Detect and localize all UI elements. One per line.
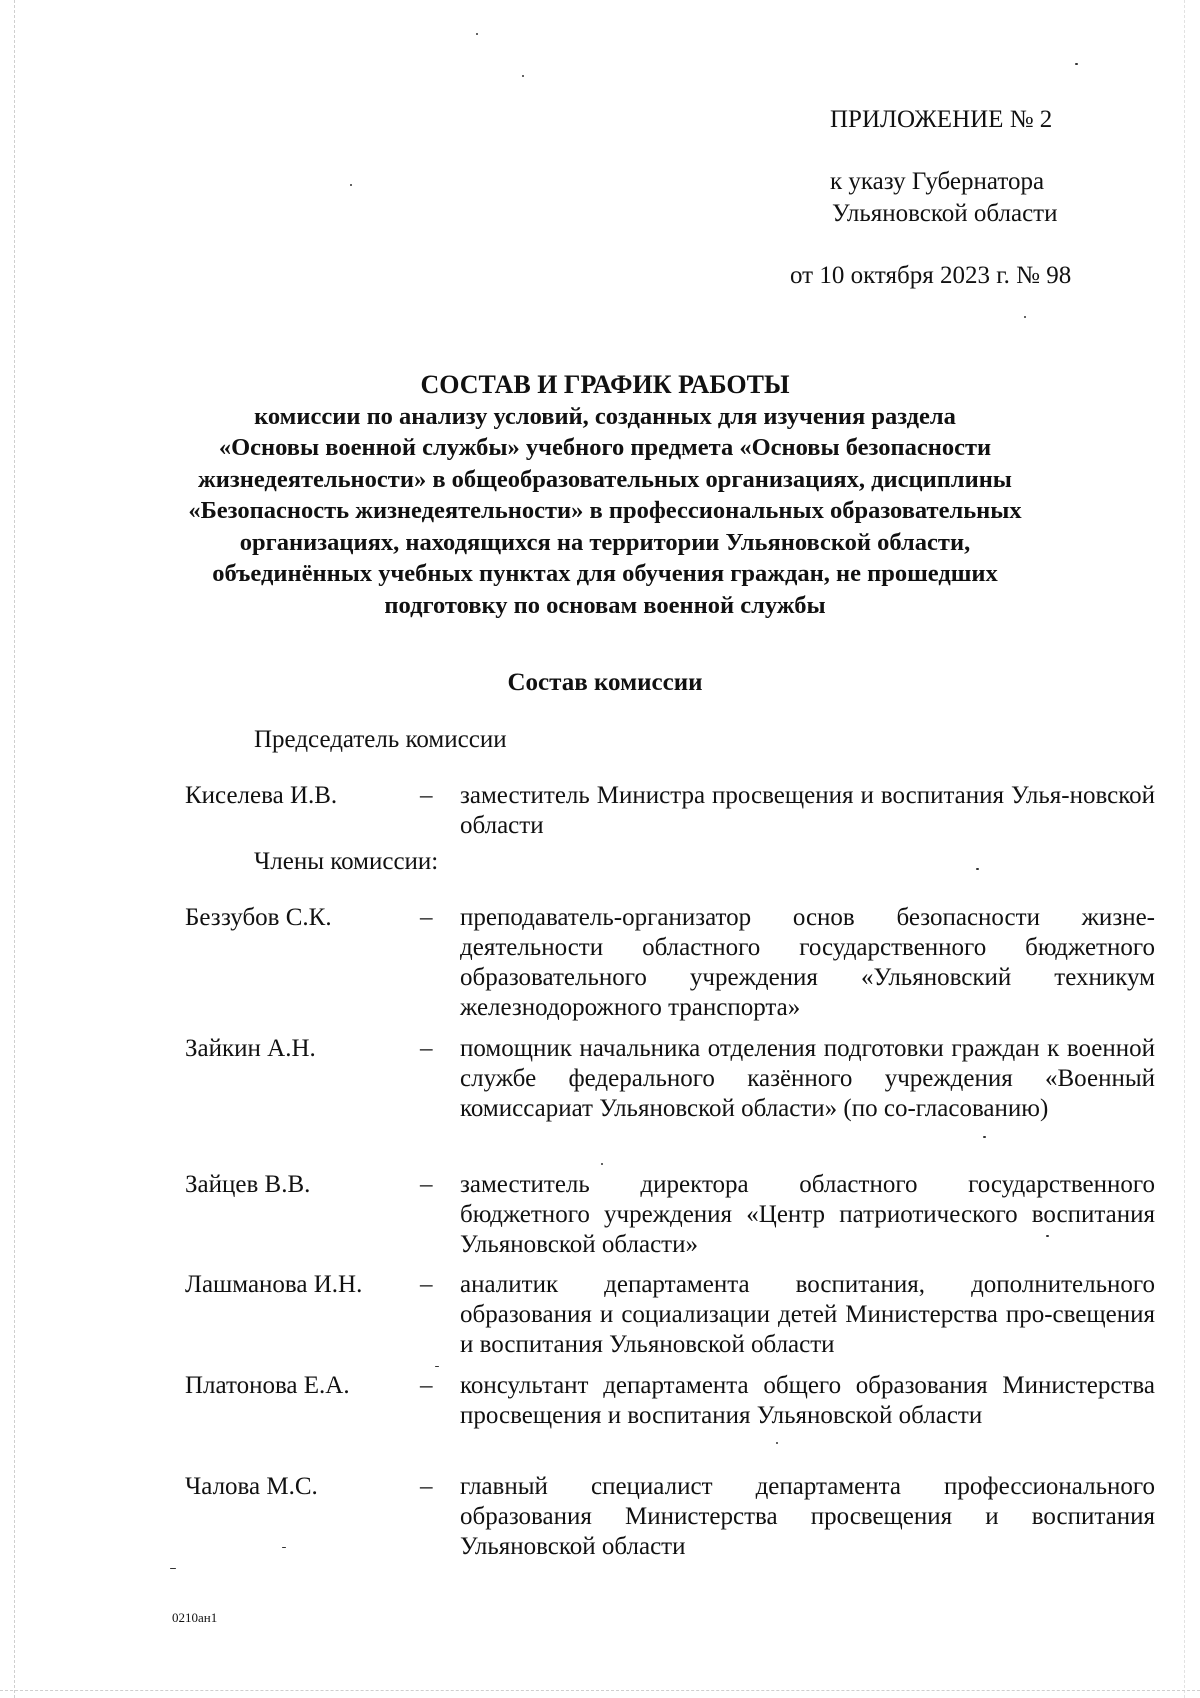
member-entry bbox=[185, 1472, 1155, 1562]
member-dash: – bbox=[420, 1271, 433, 1298]
member-description: преподаватель-организатор основ безопасности жизне-деятельности областного государственного бюджетного образовательного учреждения «Ульяновский техникум железнодорожного транспорта» bbox=[460, 904, 1155, 1021]
document-title bbox=[170, 369, 1040, 621]
scan-speck bbox=[983, 1136, 986, 1138]
footer-code: 0210ан1 bbox=[172, 1610, 218, 1625]
member-name: Платонова Е.А. bbox=[185, 1372, 350, 1399]
scan-speck bbox=[435, 1366, 439, 1367]
member-entry bbox=[185, 1270, 1155, 1360]
member-name: Беззубов С.К. bbox=[185, 904, 332, 931]
member-entry bbox=[185, 1371, 1155, 1431]
member-dash: – bbox=[420, 1372, 433, 1399]
member-description: помощник начальника отделения подготовки граждан к военной службе федерального казённого учреждения «Военный комиссариат Ульяновской области» (по со-гласованию) bbox=[460, 1035, 1155, 1122]
member-entry bbox=[185, 781, 1155, 841]
chair-label: Председатель комиссии bbox=[254, 726, 507, 753]
title-line: жизнедеятельности» в общеобразовательных организациях, дисциплины bbox=[198, 465, 1012, 493]
member-name: Зайцев В.В. bbox=[185, 1171, 311, 1198]
member-entry bbox=[185, 1170, 1155, 1260]
section-title: Состав комиссии bbox=[507, 669, 703, 696]
title-line: «Основы военной службы» учебного предмета «Основы безопасности bbox=[218, 434, 992, 461]
scan-speck bbox=[522, 75, 524, 77]
appendix-header bbox=[780, 104, 1071, 292]
scan-speck bbox=[776, 1442, 778, 1444]
member-dash: – bbox=[420, 1473, 433, 1500]
member-name: Зайкин А.Н. bbox=[185, 1035, 316, 1062]
scan-speck bbox=[601, 1163, 603, 1165]
member-name: Лашманова И.Н. bbox=[185, 1271, 363, 1298]
members-label: Члены комиссии: bbox=[254, 848, 439, 875]
scan-speck bbox=[282, 1547, 286, 1548]
page-edge-bottom bbox=[0, 1690, 1200, 1691]
member-description: аналитик департамента воспитания, дополнительного образования и социализации детей Министерства про-свещения и воспитания Ульяновской области bbox=[460, 1271, 1155, 1358]
member-dash: – bbox=[420, 904, 433, 931]
scan-speck bbox=[1075, 63, 1078, 65]
appendix-to-line-2: Ульяновской области bbox=[832, 200, 1058, 227]
member-dash: – bbox=[420, 1035, 433, 1062]
title-line: объединённых учебных пунктах для обучения граждан, не прошедших bbox=[212, 560, 998, 587]
title-line: «Безопасность жизнедеятельности» в профессиональных образовательных bbox=[188, 497, 1022, 524]
member-name: Чалова М.С. bbox=[185, 1473, 318, 1500]
scan-speck bbox=[476, 33, 478, 35]
scan-speck bbox=[976, 868, 979, 870]
appendix-to-line-1: к указу Губернатора bbox=[830, 168, 1045, 195]
page-edge-right bbox=[1184, 0, 1185, 1698]
member-description: заместитель директора областного государственного бюджетного учреждения «Центр патриотического воспитания Ульяновской области» bbox=[460, 1171, 1155, 1258]
scan-speck bbox=[1024, 316, 1026, 318]
appendix-number: ПРИЛОЖЕНИЕ № 2 bbox=[830, 106, 1053, 133]
title-main: СОСТАВ И ГРАФИК РАБОТЫ bbox=[420, 370, 790, 399]
scan-speck bbox=[170, 1568, 176, 1569]
scan-speck bbox=[1046, 1235, 1049, 1237]
member-description: консультант департамента общего образования Министерства просвещения и воспитания Ульяновской области bbox=[460, 1372, 1155, 1429]
title-line: организациях, находящихся на территории Ульяновской области, bbox=[239, 528, 971, 556]
member-description: заместитель Министра просвещения и воспитания Улья-новской области bbox=[460, 782, 1155, 839]
member-entry bbox=[185, 903, 1155, 1023]
member-name: Киселева И.В. bbox=[185, 782, 338, 809]
title-line: комиссии по анализу условий, созданных для изучения раздела bbox=[254, 402, 956, 430]
member-dash: – bbox=[420, 1171, 433, 1198]
member-entry bbox=[185, 1034, 1155, 1124]
scan-speck bbox=[350, 184, 352, 186]
member-dash: – bbox=[420, 782, 433, 809]
title-line: подготовку по основам военной службы bbox=[384, 591, 826, 619]
member-description: главный специалист департамента профессионального образования Министерства просвещения и воспитания Ульяновской области bbox=[460, 1473, 1155, 1560]
appendix-date: от 10 октября 2023 г. № 98 bbox=[790, 262, 1072, 289]
page-edge-left bbox=[14, 0, 15, 1698]
